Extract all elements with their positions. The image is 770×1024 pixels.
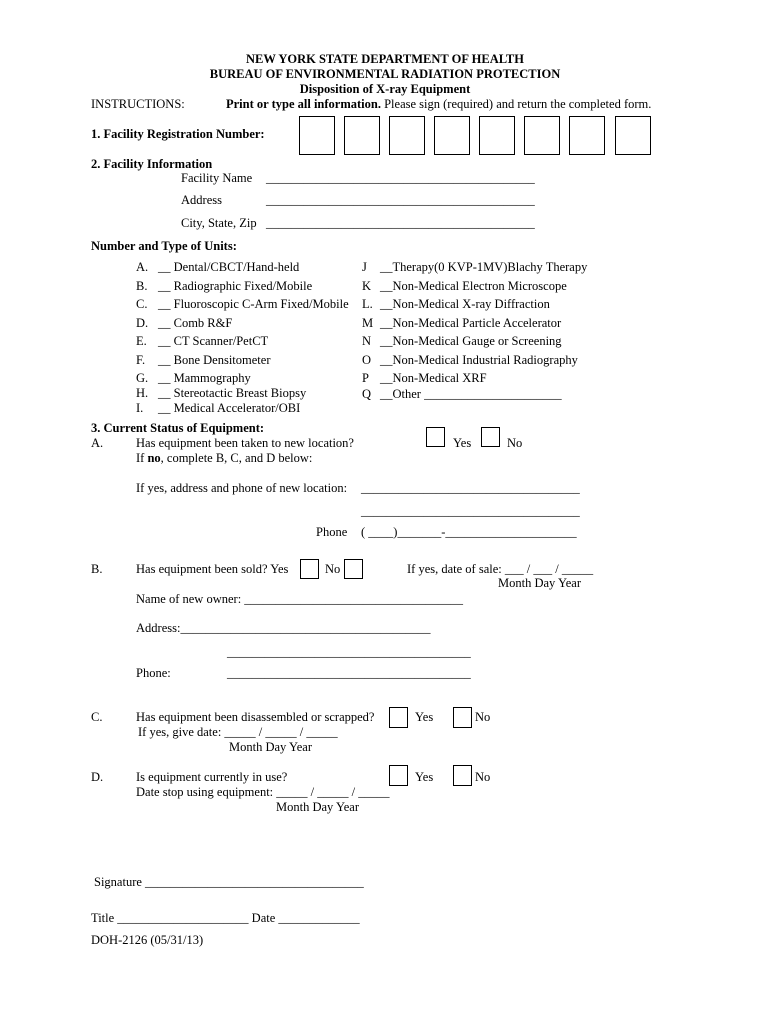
section-d-no-checkbox[interactable] — [453, 765, 472, 786]
unit-item[interactable]: __Non-Medical X-ray Diffraction — [380, 297, 550, 311]
section-a-instruction-pre: If — [136, 451, 148, 465]
address-field[interactable]: ___________________________________________ — [266, 193, 535, 207]
sale-date-mdy: Month Day Year — [498, 576, 581, 590]
registration-digit-box[interactable] — [569, 116, 605, 155]
section-c-letter: C. — [91, 710, 103, 724]
registration-digit-box[interactable] — [615, 116, 651, 155]
scrap-date-mdy: Month Day Year — [229, 740, 312, 754]
facility-information-label: 2. Facility Information — [91, 157, 213, 171]
unit-item[interactable]: __ CT Scanner/PetCT — [158, 334, 269, 348]
unit-letter: M — [362, 316, 374, 330]
unit-item[interactable]: __ Radiographic Fixed/Mobile — [158, 279, 313, 293]
section-b-question: Has equipment been sold? Yes — [136, 562, 289, 576]
section-a-question: Has equipment been taken to new location? — [136, 436, 354, 450]
city-state-zip-field[interactable]: ___________________________________________ — [266, 216, 535, 230]
b-phone-label: Phone: — [136, 666, 171, 680]
address-label: Address — [181, 193, 222, 207]
section-d-yes-label: Yes — [415, 770, 434, 784]
section-b-no-label: No — [325, 562, 341, 576]
stop-date-field[interactable]: Date stop using equipment: _____ / _____ / _____ — [136, 785, 390, 799]
current-status-label: 3. Current Status of Equipment: — [91, 421, 265, 435]
section-a-yes-label: Yes — [453, 436, 472, 450]
unit-item[interactable]: __ Comb R&F — [158, 316, 233, 330]
registration-digit-box[interactable] — [344, 116, 380, 155]
instructions-text — [226, 98, 651, 111]
section-c-no-label: No — [475, 710, 491, 724]
signature-field[interactable]: Signature ___________________________________ — [94, 875, 364, 889]
section-b-yes-checkbox[interactable] — [300, 559, 319, 579]
unit-letter: E. — [136, 334, 147, 348]
unit-letter: H. — [136, 386, 149, 400]
facility-registration-label: 1. Facility Registration Number: — [91, 127, 265, 141]
units-title: Number and Type of Units: — [91, 239, 237, 253]
unit-letter: O — [362, 353, 372, 367]
section-d-yes-checkbox[interactable] — [389, 765, 408, 786]
unit-letter: L. — [362, 297, 373, 311]
instructions-bold: Print or type all information. — [226, 97, 381, 111]
section-a-no-checkbox[interactable] — [481, 427, 500, 447]
new-owner-field[interactable]: Name of new owner: ___________________________________ — [136, 592, 464, 606]
scrap-date-field[interactable]: If yes, give date: _____ / _____ / _____ — [138, 725, 338, 739]
header-line3: Disposition of X-ray Equipment — [299, 82, 471, 96]
unit-letter: F. — [136, 353, 146, 367]
registration-digit-box[interactable] — [434, 116, 470, 155]
new-location-field-2[interactable]: ___________________________________ — [361, 504, 580, 518]
registration-digit-box[interactable] — [479, 116, 515, 155]
facility-name-label: Facility Name — [181, 171, 253, 185]
b-phone-field[interactable]: _______________________________________ — [227, 666, 471, 680]
registration-digit-box[interactable] — [389, 116, 425, 155]
unit-letter: D. — [136, 316, 149, 330]
unit-item[interactable]: __ Stereotactic Breast Biopsy — [158, 386, 307, 400]
section-a-instruction-bold: no — [147, 451, 161, 465]
form-id: DOH-2126 (05/31/13) — [91, 933, 204, 947]
phone-field[interactable]: ( ____)_______-_____________________ — [361, 525, 577, 539]
section-a-instruction-post: , complete B, C, and D below: — [160, 451, 313, 465]
unit-letter: B. — [136, 279, 148, 293]
unit-item[interactable]: __Non-Medical Particle Accelerator — [380, 316, 562, 330]
instructions-label: INSTRUCTIONS: — [91, 97, 185, 111]
section-a-no-label: No — [507, 436, 523, 450]
unit-letter: J — [362, 260, 367, 274]
new-location-field[interactable]: ___________________________________ — [361, 481, 580, 495]
unit-item[interactable]: __ Mammography — [158, 371, 251, 385]
unit-item[interactable]: __Non-Medical Gauge or Screening — [380, 334, 562, 348]
unit-item[interactable]: __Non-Medical Electron Microscope — [380, 279, 567, 293]
registration-digit-box[interactable] — [524, 116, 560, 155]
unit-item[interactable]: __Non-Medical XRF — [380, 371, 487, 385]
unit-letter: N — [362, 334, 372, 348]
phone-label: Phone — [316, 525, 348, 539]
section-d-question: Is equipment currently in use? — [136, 770, 288, 784]
section-a-letter: A. — [91, 436, 104, 450]
section-a-yes-checkbox[interactable] — [426, 427, 445, 447]
section-c-question: Has equipment been disassembled or scrapped? — [136, 710, 375, 724]
unit-item[interactable]: __Other ______________________ — [380, 387, 562, 401]
unit-letter: G. — [136, 371, 149, 385]
unit-letter: C. — [136, 297, 148, 311]
section-d-letter: D. — [91, 770, 104, 784]
b-address-field-2[interactable]: _______________________________________ — [227, 645, 471, 659]
header-line2: BUREAU OF ENVIRONMENTAL RADIATION PROTECTION — [209, 67, 561, 81]
section-a-instruction — [136, 452, 312, 465]
header-line1: NEW YORK STATE DEPARTMENT OF HEALTH — [246, 52, 524, 66]
unit-item[interactable]: __ Bone Densitometer — [158, 353, 271, 367]
section-c-yes-checkbox[interactable] — [389, 707, 408, 728]
new-location-label: If yes, address and phone of new location: — [136, 481, 348, 495]
city-state-zip-label: City, State, Zip — [181, 216, 257, 230]
section-b-letter: B. — [91, 562, 103, 576]
unit-item[interactable]: __Non-Medical Industrial Radiography — [380, 353, 578, 367]
registration-digit-box[interactable] — [299, 116, 335, 155]
section-b-no-checkbox[interactable] — [344, 559, 363, 579]
b-address-field[interactable]: Address:________________________________________ — [136, 621, 431, 635]
unit-item[interactable]: __ Dental/CBCT/Hand-held — [158, 260, 300, 274]
section-c-yes-label: Yes — [415, 710, 434, 724]
facility-name-field[interactable]: ___________________________________________ — [266, 171, 535, 185]
instructions-rest: Please sign (required) and return the completed form. — [384, 97, 652, 111]
stop-date-mdy: Month Day Year — [276, 800, 359, 814]
section-d-no-label: No — [475, 770, 491, 784]
unit-letter: Q — [362, 387, 372, 401]
unit-letter: K — [362, 279, 372, 293]
unit-item[interactable]: __ Fluoroscopic C-Arm Fixed/Mobile — [158, 297, 349, 311]
unit-letter: I. — [136, 401, 144, 415]
sale-date-field[interactable]: If yes, date of sale: ___ / ___ / _____ — [407, 562, 594, 576]
section-c-no-checkbox[interactable] — [453, 707, 472, 728]
title-date-field[interactable]: Title _____________________ Date _____________ — [91, 911, 360, 925]
unit-letter: A. — [136, 260, 149, 274]
unit-letter: P — [362, 371, 369, 385]
unit-item[interactable]: __Therapy(0 KVP-1MV)Blachy Therapy — [380, 260, 588, 274]
unit-item[interactable]: __ Medical Accelerator/OBI — [158, 401, 301, 415]
